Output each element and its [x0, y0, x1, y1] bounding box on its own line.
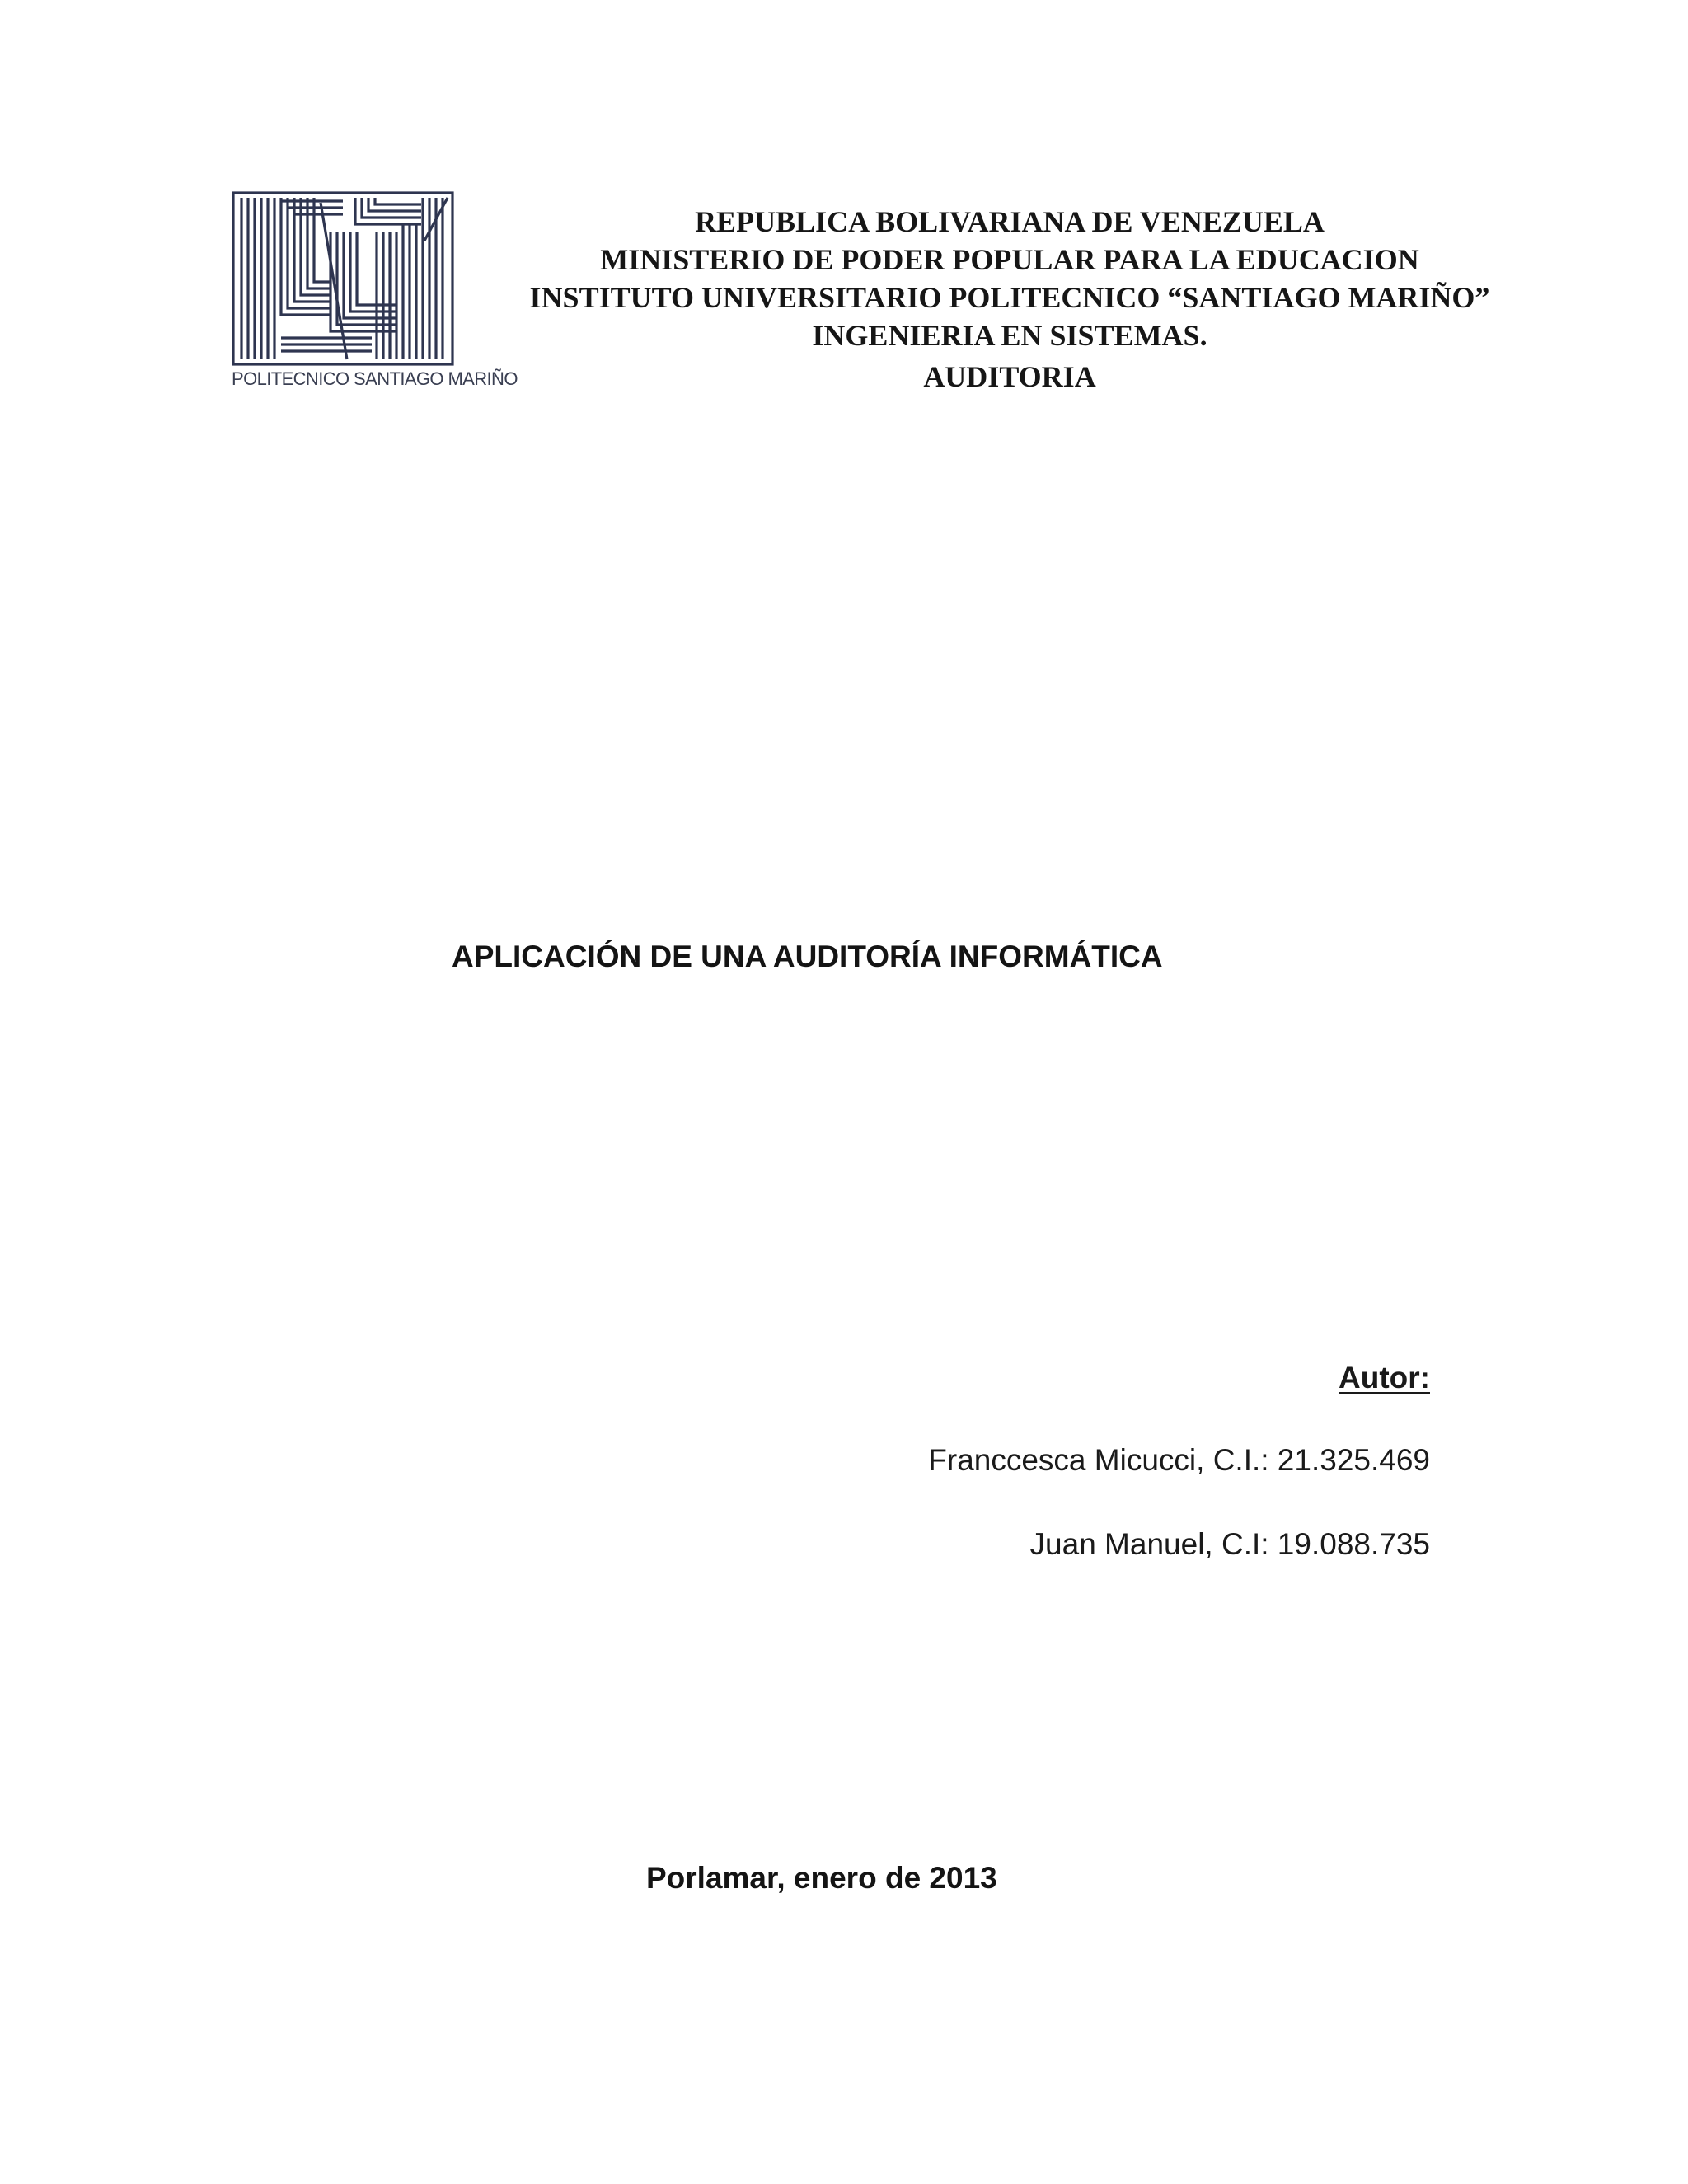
header-line-career: INGENIERIA EN SISTEMAS.: [812, 319, 1207, 352]
logo-mark-icon: [232, 191, 454, 366]
header-subject: AUDITORIA: [923, 360, 1096, 393]
header-line-country: REPUBLICA BOLIVARIANA DE VENEZUELA: [695, 205, 1325, 238]
author-entry: Juan Manuel, C.I: 19.088.735: [1029, 1527, 1430, 1561]
place-and-date: Porlamar, enero de 2013: [646, 1861, 997, 1895]
document-title: APLICACIÓN DE UNA AUDITORÍA INFORMÁTICA: [452, 940, 1163, 973]
authors-block: [688, 1360, 1430, 1610]
institution-logo: [232, 191, 518, 397]
author-entry: Franccesca Micucci, C.I.: 21.325.469: [928, 1443, 1430, 1477]
header-line-institute: INSTITUTO UNIVERSITARIO POLITECNICO “SANTIAGO MARIÑO”: [529, 281, 1490, 314]
logo-caption: POLITECNICO SANTIAGO MARIÑO: [232, 368, 518, 389]
institution-header: [462, 203, 1558, 396]
authors-heading: Autor:: [1339, 1361, 1430, 1394]
header-line-ministry: MINISTERIO DE PODER POPULAR PARA LA EDUCACION: [600, 243, 1419, 276]
